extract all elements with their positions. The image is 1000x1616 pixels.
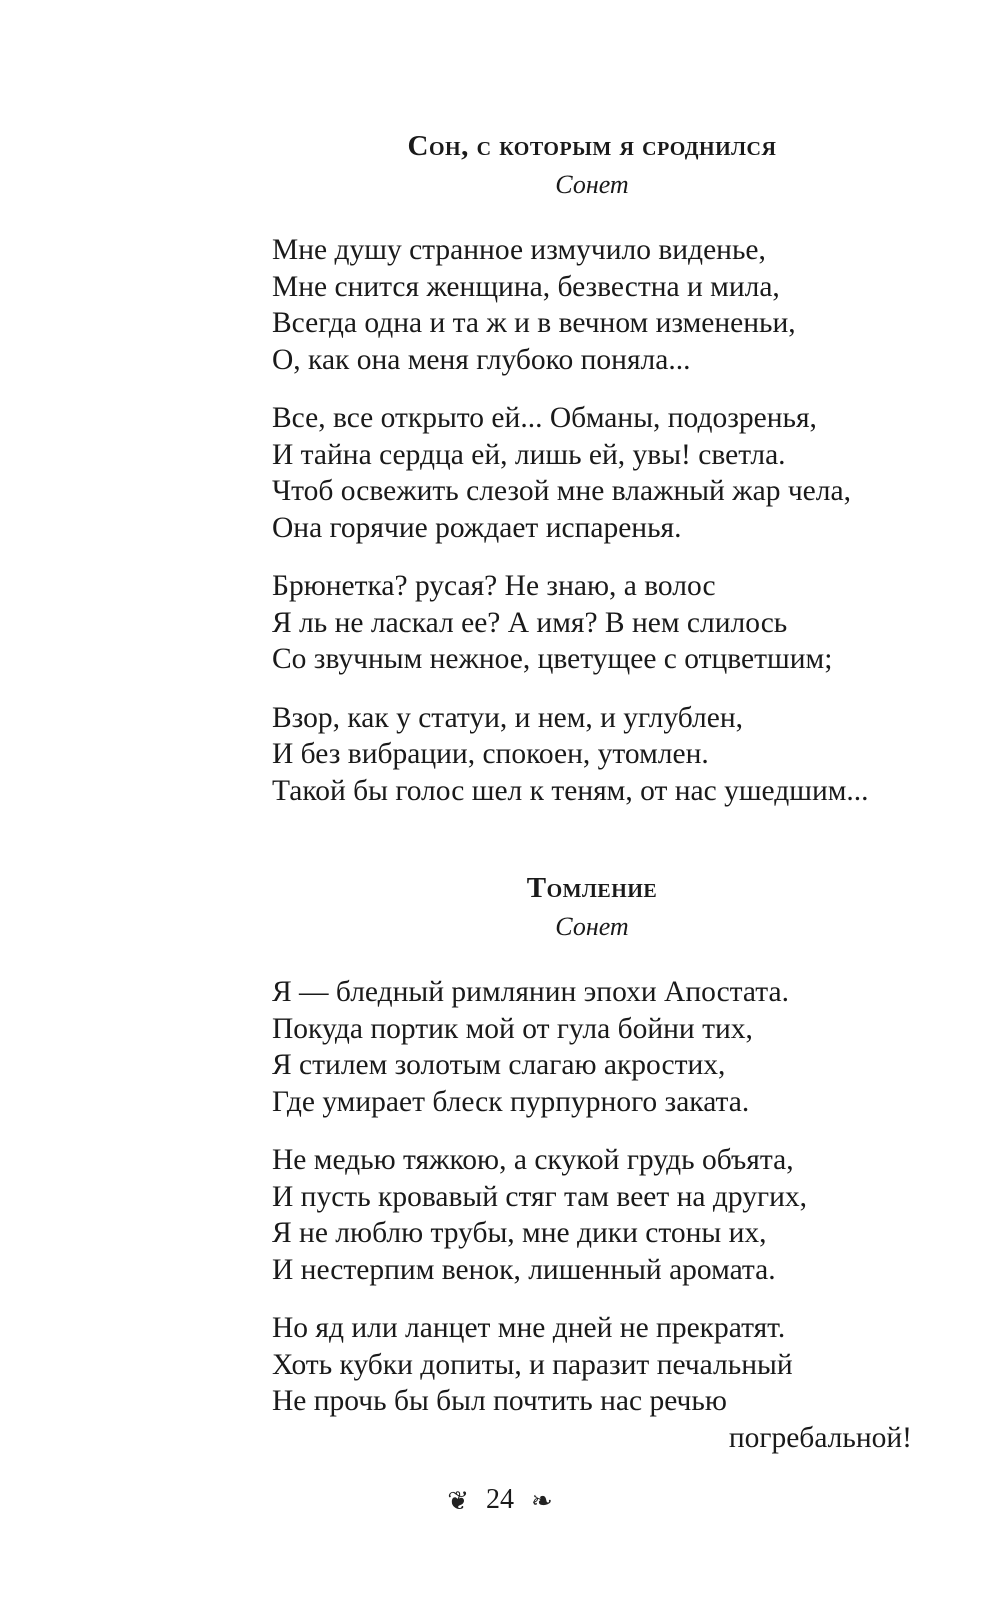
verse-line: Я не люблю трубы, мне дики стоны их,	[272, 1217, 767, 1249]
page-number: 24	[486, 1484, 514, 1515]
verse-line: И нестерпим венок, лишенный аромата.	[272, 1253, 776, 1286]
verse-line: Я стилем золотым слагаю акростих,	[272, 1049, 726, 1081]
verse-line: Взор, как у статуи, и нем, и углублен,	[272, 701, 743, 734]
verse-line: Брюнетка? русая? Не знаю, а волос	[272, 570, 716, 602]
verse-line: Не медью тяжкою, а скукой грудь объята,	[272, 1144, 794, 1176]
verse-line: Не прочь бы был почтить нас речью	[272, 1385, 727, 1417]
verse-line: Но яд или ланцет мне дней не прекратят.	[272, 1312, 786, 1344]
verse-line: Я ль не ласкал ее? А имя? В нем слилось	[272, 606, 788, 639]
verse-line: Все, все открыто ей... Обманы, подозренья,	[272, 402, 817, 434]
verse-line: Она горячие рождает испаренья.	[272, 511, 682, 544]
stanza	[272, 568, 912, 678]
verse-line: И пусть кровавый стяг там веет на других,	[272, 1180, 808, 1213]
poem-subtitle: Сонет	[555, 170, 629, 199]
stanza	[272, 400, 912, 546]
poem-title: Томление	[526, 872, 658, 904]
verse-line: Где умирает блеск пурпурного заката.	[272, 1085, 750, 1118]
poem-tomlenie	[272, 868, 912, 1456]
verse-line: Мне душу странное измучило виденье,	[272, 234, 766, 266]
stanza	[272, 700, 912, 810]
verse-line: И тайна сердца ей, лишь ей, увы! светла.	[272, 438, 786, 471]
verse-line-continuation: погребальной!	[728, 1421, 912, 1454]
verse-line: Хоть кубки допиты, и паразит печальный	[272, 1348, 793, 1381]
verse-line: Чтоб освежить слезой мне влажный жар чела,	[272, 475, 851, 507]
poem-subtitle: Сонет	[555, 912, 629, 941]
verse-line: Всегда одна и та ж и в вечном измененьи,	[272, 307, 796, 339]
stanza	[272, 1142, 912, 1288]
poem-title: Сон, с которым я сроднился	[407, 130, 777, 162]
verse-line: Со звучным нежное, цветущее с отцветшим;	[272, 643, 833, 675]
stanza	[272, 1310, 912, 1456]
verse-line: Такой бы голос шел к теням, от нас ушедшим...	[272, 774, 869, 807]
verse-line: О, как она меня глубоко поняла...	[272, 343, 691, 376]
page-footer	[0, 1484, 1000, 1517]
stanza	[272, 974, 912, 1120]
floral-ornament-icon: ❦	[447, 1486, 469, 1516]
verse-line: Мне снится женщина, безвестна и мила,	[272, 270, 780, 303]
poem-son	[272, 126, 912, 809]
stanza	[272, 232, 912, 378]
verse-line: Я — бледный римлянин эпохи Апостата.	[272, 976, 789, 1008]
verse-line: Покуда портик мой от гула бойни тих,	[272, 1012, 753, 1045]
verse-line: И без вибрации, спокоен, утомлен.	[272, 738, 709, 770]
floral-ornament-icon: ❧	[531, 1486, 553, 1516]
